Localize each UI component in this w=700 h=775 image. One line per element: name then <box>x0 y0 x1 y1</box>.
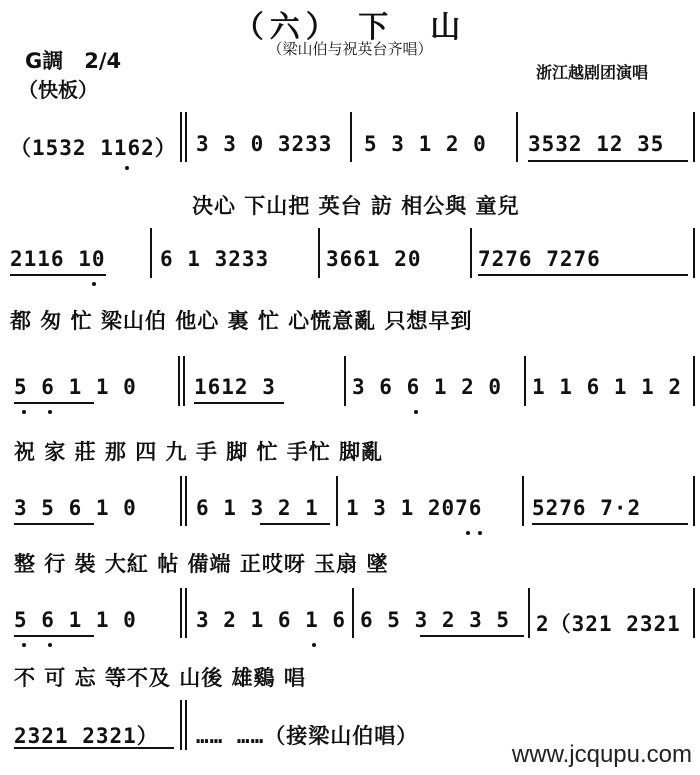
measure-notes: …… ……（接梁山伯唱） <box>196 724 419 748</box>
measure-notes: 5 6 1 1 0 <box>14 608 137 632</box>
barline <box>470 228 472 278</box>
lyric-line: 都 匆 忙 梁山伯 他心 裏 忙 心慌意亂 只想早到 <box>10 309 473 333</box>
lyric-line: 决心 下山把 英台 訪 相公與 童兒 <box>192 194 520 218</box>
performer-credit: 浙江越剧团演唱 <box>536 63 649 82</box>
double-barline <box>178 356 185 406</box>
beam-line <box>194 402 284 404</box>
octave-dot <box>22 643 26 647</box>
lyric-line: 祝 家 莊 那 四 九 手 脚 忙 手忙 脚亂 <box>14 440 384 464</box>
double-barline <box>180 588 187 638</box>
measure-notes: 3532 12 35 <box>528 132 665 156</box>
barline <box>318 228 320 278</box>
barline <box>693 112 695 162</box>
page-subtitle: （梁山伯与祝英台齐唱） <box>267 40 433 58</box>
page-title: （六） 下 山 <box>233 10 467 45</box>
measure-notes: 6 1 3233 <box>160 247 270 271</box>
measure-notes: 3 2 1 6 1 6 <box>196 608 347 632</box>
octave-dot <box>92 282 96 286</box>
site-watermark: www.jcqupu.com <box>511 741 692 768</box>
double-barline <box>180 476 187 526</box>
measure-notes: （1532 1162） <box>10 136 177 160</box>
measure-notes: 3 5 6 1 0 <box>14 496 137 520</box>
barline <box>522 476 524 526</box>
barline <box>524 356 526 406</box>
beam-line <box>14 402 94 404</box>
lyric-line: 不 可 忘 等不及 山後 雄鷄 唱 <box>14 666 306 690</box>
measure-notes: 5 6 1 1 0 <box>14 375 137 399</box>
measure-notes: 1 1 6 1 1 2 <box>532 375 683 399</box>
beam-line <box>420 635 524 637</box>
beam-line <box>14 523 94 525</box>
beam-line <box>10 274 106 276</box>
barline <box>693 476 695 526</box>
beam-line <box>532 523 688 525</box>
beam-line <box>14 747 174 749</box>
octave-dot <box>48 410 52 414</box>
barline <box>516 112 518 162</box>
measure-notes: 3 3 0 3233 <box>196 132 333 156</box>
measure-notes: 3661 20 <box>326 247 422 271</box>
barline <box>350 112 352 162</box>
measure-notes: 2116 10 <box>10 247 106 271</box>
barline <box>150 228 152 278</box>
double-barline <box>180 112 187 162</box>
measure-notes: 2321 2321） <box>14 724 159 748</box>
measure-notes: 6 5 3 2 3 5 <box>360 608 511 632</box>
measure-notes: 1612 3 <box>194 375 276 399</box>
measure-notes: 3 6 6 1 2 0 <box>352 375 503 399</box>
barline <box>336 476 338 526</box>
octave-dot <box>478 531 482 535</box>
barline <box>352 588 354 638</box>
octave-dot <box>22 410 26 414</box>
key-signature: G調 2/4 <box>25 49 122 73</box>
barline <box>528 588 530 638</box>
measure-notes: 7276 7276 <box>478 247 601 271</box>
beam-line <box>528 160 688 162</box>
measure-notes: 1 3 1 2076 <box>346 496 483 520</box>
beam-line <box>478 274 688 276</box>
beam-line <box>14 635 94 637</box>
measure-notes: 6 1 3 2 1 <box>196 496 319 520</box>
barline <box>693 356 695 406</box>
measure-notes: 2（321 2321 <box>536 612 681 636</box>
barline <box>693 588 695 638</box>
octave-dot <box>414 410 418 414</box>
octave-dot <box>125 166 129 170</box>
octave-dot <box>466 531 470 535</box>
double-barline <box>180 700 187 750</box>
barline <box>344 356 346 406</box>
barline <box>693 228 695 278</box>
octave-dot <box>48 643 52 647</box>
beam-line <box>260 523 330 525</box>
lyric-line: 整 行 裝 大紅 帖 備端 正哎呀 玉扇 墜 <box>14 552 389 576</box>
measure-notes: 5276 7·2 <box>532 496 642 520</box>
tempo-marking: （快板） <box>18 78 98 102</box>
octave-dot <box>312 643 316 647</box>
measure-notes: 5 3 1 2 0 <box>364 132 487 156</box>
